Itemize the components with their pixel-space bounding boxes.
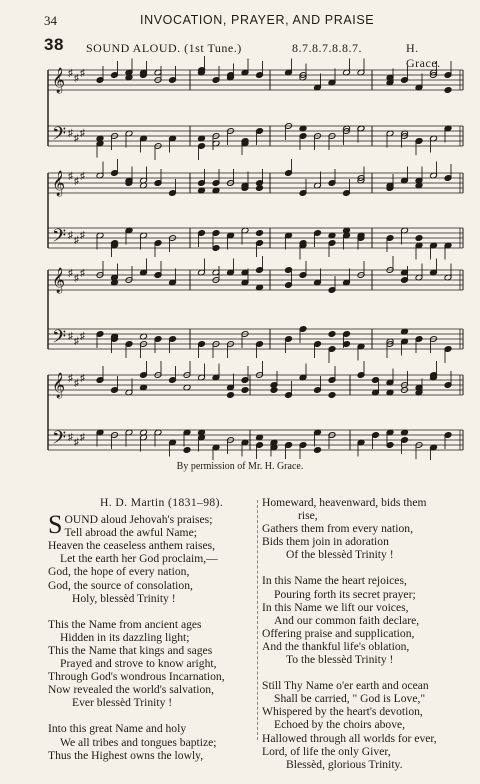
- stanza: [262, 679, 472, 771]
- verse-line: Of the blessèd Trinity !: [286, 548, 394, 562]
- page-number: 34: [44, 13, 57, 28]
- verse-line: Offering praise and supplication,: [262, 626, 415, 640]
- verse-line: And the thankful life's oblation,: [262, 639, 410, 653]
- treble-clef-icon: 𝄞: [52, 268, 66, 293]
- sharp-icon: ♯: [80, 373, 85, 384]
- verse-line: Hidden in its dazzling light;: [60, 630, 190, 644]
- running-head: INVOCATION, PRAYER, AND PRAISE: [140, 13, 375, 27]
- hymn-number: 38: [44, 35, 64, 54]
- verse-line: And our common faith declare,: [274, 613, 420, 627]
- sharp-icon: ♯: [68, 128, 73, 139]
- note-head: [415, 138, 423, 145]
- sharp-icon: ♯: [68, 230, 73, 241]
- bass-clef-icon: 𝄢: [52, 327, 67, 352]
- hymn-composer: H. Grace.: [406, 41, 441, 70]
- verse-line: Tell abroad the awful Name;: [64, 526, 197, 540]
- treble-clef-icon: 𝄞: [52, 171, 66, 196]
- note-head: [256, 230, 264, 237]
- verse-line: Ever blessèd Trinity !: [72, 696, 173, 710]
- note-head: [328, 331, 336, 338]
- sharp-icon: ♯: [80, 128, 85, 139]
- bass-clef-icon: 𝄢: [52, 124, 67, 149]
- hymn-text-left-column: [48, 496, 258, 775]
- verse-line: Heaven the ceaseless anthem raises,: [48, 539, 216, 553]
- verse-line: Thus the Highest owns the lowly,: [48, 748, 204, 762]
- sharp-icon: ♯: [80, 230, 85, 241]
- sharp-icon: ♯: [68, 171, 73, 182]
- note-head: [415, 235, 423, 242]
- sharp-icon: ♯: [80, 268, 85, 279]
- note-head: [154, 272, 162, 279]
- drop-cap: S: [48, 510, 63, 540]
- sharp-icon: ♯: [80, 68, 85, 79]
- verse-line: Echoed by the choirs above,: [274, 718, 406, 732]
- note-head: [444, 87, 452, 94]
- stanza: [48, 510, 258, 605]
- note-head: [183, 447, 191, 454]
- sharp-icon: ♯: [74, 273, 79, 284]
- verse-line: Holy, blessèd Trinity !: [72, 591, 176, 605]
- sharp-icon: ♯: [74, 336, 79, 347]
- verse-line: Shall be carried, " God is Love,": [274, 692, 426, 706]
- note-head: [227, 392, 235, 399]
- sharp-icon: ♯: [74, 437, 79, 448]
- sharp-icon: ♯: [80, 331, 85, 342]
- verse-line: This the Name from ancient ages: [48, 617, 202, 631]
- verse-line: Gathers them from every nation,: [262, 522, 413, 536]
- sharp-icon: ♯: [68, 68, 73, 79]
- treble-clef-icon: 𝄞: [52, 373, 66, 398]
- verse-line: Homeward, heavenward, bids them: [262, 496, 427, 509]
- verse-line: Into this great Name and holy: [48, 722, 187, 736]
- verse-line: God, the source of consolation,: [48, 578, 193, 592]
- hymn-meter: 8.7.8.7.8.8.7.: [292, 41, 362, 55]
- sharp-icon: ♯: [80, 432, 85, 443]
- bass-clef-icon: 𝄢: [52, 226, 67, 251]
- sharp-icon: ♯: [68, 268, 73, 279]
- sharp-icon: ♯: [80, 171, 85, 182]
- verse-line: Prayed and strove to know aright,: [60, 657, 217, 671]
- treble-clef-icon: 𝄞: [52, 68, 66, 93]
- hymn-text-right-column: [262, 496, 472, 784]
- note-head: [154, 180, 162, 187]
- sharp-icon: ♯: [68, 432, 73, 443]
- hymn-title: SOUND ALOUD. (1st Tune.): [86, 41, 242, 55]
- bass-clef-icon: 𝄢: [52, 428, 67, 453]
- verse-line: Through God's wondrous Incarnation,: [48, 670, 225, 684]
- verse-line: To the blessèd Trinity !: [286, 653, 394, 667]
- verse-line: In this Name the heart rejoices,: [262, 574, 407, 588]
- sharp-icon: ♯: [74, 73, 79, 84]
- stanza: [262, 496, 472, 561]
- verse-line: Bids them join in adoration: [262, 535, 389, 549]
- verse-line: Whispered by the heart's devotion,: [262, 705, 423, 719]
- sharp-icon: ♯: [74, 378, 79, 389]
- verse-line: Still Thy Name o'er earth and ocean: [262, 679, 429, 693]
- verse-line: God, the hope of every nation,: [48, 565, 190, 579]
- note-head: [285, 442, 293, 449]
- verse-line: rise,: [298, 509, 318, 523]
- sharp-icon: ♯: [74, 176, 79, 187]
- verse-line: This the Name that kings and sages: [48, 643, 213, 657]
- sharp-icon: ♯: [74, 133, 79, 144]
- verse-line: Now revealed the world's salvation,: [48, 683, 214, 697]
- stanza: [48, 618, 258, 710]
- author-credit: H. D. Martin (1831–98).: [100, 496, 224, 509]
- verse-line: Pouring forth its secret prayer;: [274, 587, 416, 601]
- stanza: [262, 574, 472, 666]
- note-head: [314, 447, 322, 454]
- note-head: [270, 387, 278, 394]
- verse-line: Blessèd, glorious Trinity.: [286, 757, 403, 771]
- verse-line: Lord, of life the only Giver,: [262, 744, 391, 758]
- verse-line: Hallowed through all worlds for ever,: [262, 731, 437, 745]
- note-head: [328, 392, 336, 399]
- verse-line: Let the earth her God proclaim,—: [60, 552, 218, 566]
- note-head: [256, 185, 264, 192]
- sharp-icon: ♯: [68, 373, 73, 384]
- sharp-icon: ♯: [74, 235, 79, 246]
- verse-line: In this Name we lift our voices,: [262, 600, 409, 614]
- verse-line: OUND aloud Jehovah's praises;: [64, 513, 213, 527]
- note-head: [241, 387, 249, 394]
- verse-line: We all tribes and tongues baptize;: [60, 735, 217, 749]
- permission-note: By permission of Mr. H. Grace.: [176, 461, 304, 472]
- sharp-icon: ♯: [68, 331, 73, 342]
- stanza: [48, 722, 258, 761]
